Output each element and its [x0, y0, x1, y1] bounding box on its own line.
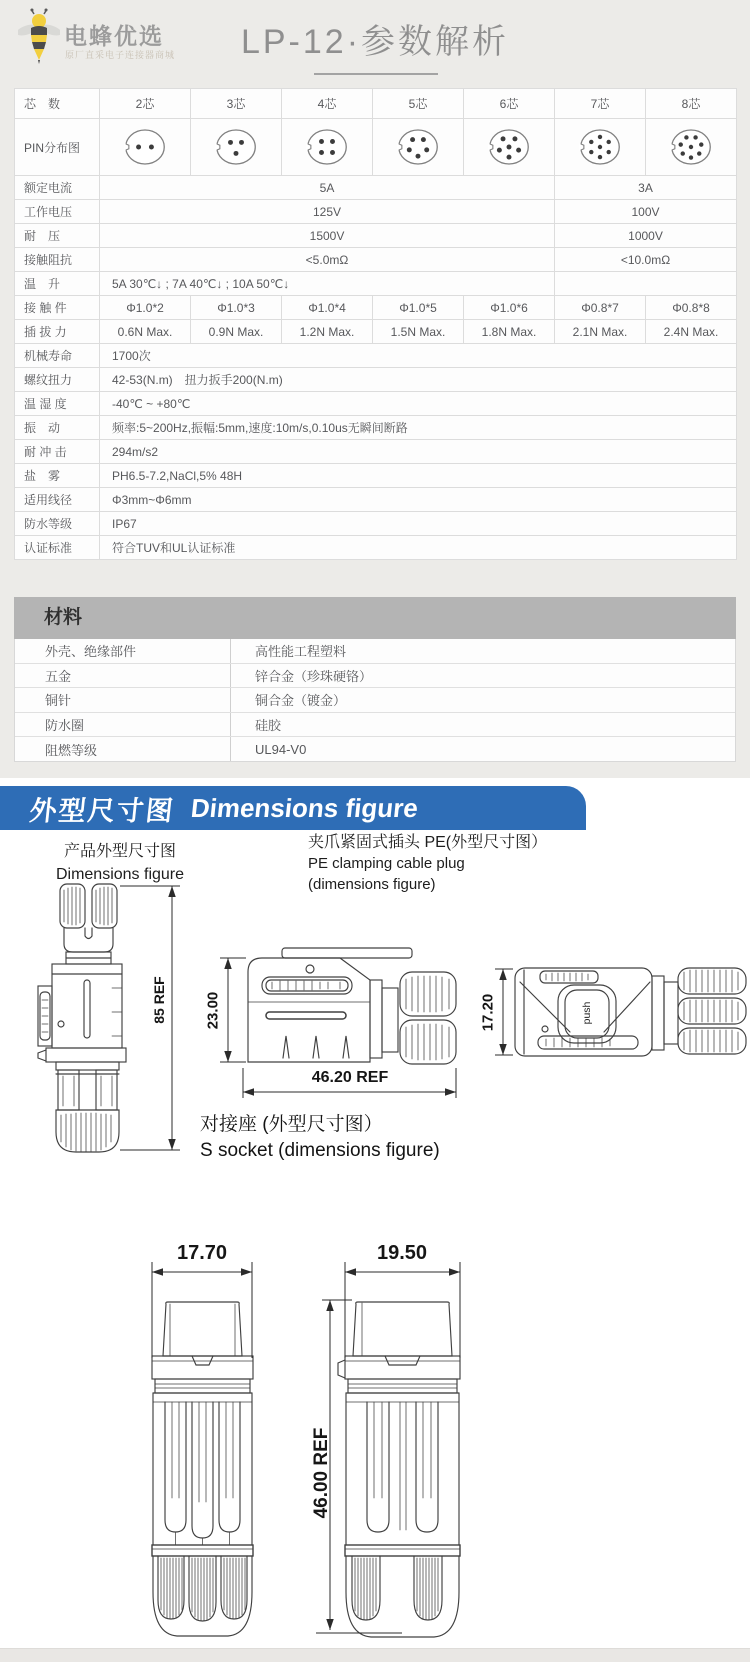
- spec-label: 接 触 件: [15, 296, 100, 320]
- spec-col-header: 3芯: [191, 89, 282, 119]
- spec-cell: [100, 119, 191, 176]
- spec-value: 2.1N Max.: [555, 320, 646, 344]
- spec-value: Φ3mm~Φ6mm: [100, 488, 737, 512]
- dim-85ref-lines: [120, 886, 180, 1150]
- spec-label: 防水等级: [15, 512, 100, 536]
- material-section: [14, 597, 736, 762]
- dim-4620-label: 46.20 REF: [311, 1069, 389, 1086]
- figure2-caption-en2: (dimensions figure): [308, 876, 436, 893]
- spec-col-header: 8芯: [646, 89, 737, 119]
- figure1-caption-cn: 产品外型尺寸图: [63, 843, 176, 860]
- spec-header-row: [15, 89, 737, 119]
- material-row: [15, 736, 735, 761]
- spec-value: 3A: [555, 176, 737, 200]
- dim-1950-label: 19.50: [376, 1242, 428, 1264]
- spec-label: 接触阻抗: [15, 248, 100, 272]
- spec-label: 温 升: [15, 272, 100, 296]
- spec-value: <10.0mΩ: [555, 248, 737, 272]
- footer-strip: [0, 1648, 750, 1662]
- material-label: 防水圈: [15, 713, 231, 737]
- material-row: [15, 639, 735, 663]
- spec-value: 42-53(N.m) 扭力扳手200(N.m): [100, 368, 737, 392]
- spec-row: [15, 392, 737, 416]
- spec-label: 适用线径: [15, 488, 100, 512]
- title-underline: [314, 73, 438, 75]
- spec-row: [15, 176, 737, 200]
- pin-diagram: [214, 127, 258, 167]
- material-row: [15, 663, 735, 688]
- spec-cell: [282, 119, 373, 176]
- spec-value: Φ0.8*8: [646, 296, 737, 320]
- spec-value: 1700次: [100, 344, 737, 368]
- spec-row: [15, 416, 737, 440]
- socket-front-drawing: [152, 1302, 253, 1636]
- spec-value: 1000V: [555, 224, 737, 248]
- material-value: 硅胶: [255, 718, 282, 734]
- pin-diagram: [123, 127, 167, 167]
- spec-value: <5.0mΩ: [100, 248, 555, 272]
- material-table: [14, 639, 736, 762]
- pin-diagram: [487, 127, 531, 167]
- spec-value: 125V: [100, 200, 555, 224]
- spec-label: 机械寿命: [15, 344, 100, 368]
- dim-2300-label: 23.00: [204, 991, 222, 1030]
- spec-col-header: 5芯: [373, 89, 464, 119]
- spec-label: 螺纹扭力: [15, 368, 100, 392]
- material-value: 高性能工程塑料: [255, 644, 347, 660]
- material-value: UL94-V0: [255, 741, 307, 757]
- spec-row: [15, 536, 737, 560]
- spec-row: [15, 488, 737, 512]
- pin-diagram: [305, 127, 349, 167]
- pin-layout-row: [15, 119, 737, 176]
- spec-row: [15, 272, 737, 296]
- spec-label: 芯 数: [15, 89, 100, 119]
- dim-85ref-label: 85 REF: [151, 976, 167, 1024]
- spec-label: 工作电压: [15, 200, 100, 224]
- spec-value: IP67: [100, 512, 737, 536]
- figure2-caption-en1: PE clamping cable plug: [308, 855, 465, 872]
- page-title: LP-12·参数解析: [240, 23, 510, 61]
- spec-row: [15, 440, 737, 464]
- push-button-label: push: [581, 1001, 593, 1025]
- spec-value: 2.4N Max.: [646, 320, 737, 344]
- pe-plug-drawing: [248, 948, 456, 1064]
- pin-diagram: [578, 127, 622, 167]
- spec-value: 0.6N Max.: [100, 320, 191, 344]
- spec-value: 1.2N Max.: [282, 320, 373, 344]
- spec-value: Φ1.0*4: [282, 296, 373, 320]
- spec-value: 1500V: [100, 224, 555, 248]
- pin-diagram: [669, 127, 713, 167]
- material-value: 锌合金（珍珠硬铬）: [255, 668, 373, 684]
- spec-value: 1.5N Max.: [373, 320, 464, 344]
- spec-label: 耐 压: [15, 224, 100, 248]
- material-section-title: 材料: [14, 597, 736, 639]
- banner-title-en: Dimensions figure: [189, 792, 420, 823]
- spec-value: Φ1.0*5: [373, 296, 464, 320]
- spec-value: Φ0.8*7: [555, 296, 646, 320]
- spec-col-header: 4芯: [282, 89, 373, 119]
- dim-1770-label: 17.70: [176, 1242, 228, 1264]
- spec-row: [15, 224, 737, 248]
- spec-value: 符合TUV和UL认证标准: [100, 536, 737, 560]
- material-label: 外壳、绝缘部件: [15, 639, 231, 663]
- spec-label: 额定电流: [15, 176, 100, 200]
- dim-4600ref-label: 46.00 REF: [311, 1427, 332, 1519]
- spec-label: 耐 冲 击: [15, 440, 100, 464]
- spec-cell: [646, 119, 737, 176]
- figure1-caption: [40, 840, 200, 886]
- spec-label: PIN分布图: [15, 119, 100, 176]
- spec-row: [15, 296, 737, 320]
- socket-side-drawing: [338, 1302, 460, 1637]
- socket-caption-cn: 对接座 (外型尺寸图）: [200, 1114, 383, 1135]
- figure2-caption-cn: 夹爪紧固式插头 PE(外型尺寸图）: [308, 834, 548, 851]
- spec-row: [15, 512, 737, 536]
- dimensions-banner: [0, 786, 586, 830]
- spec-value: Φ1.0*3: [191, 296, 282, 320]
- spec-cell: [555, 119, 646, 176]
- spec-col-header: 6芯: [464, 89, 555, 119]
- spec-label: 插 拔 力: [15, 320, 100, 344]
- spec-table: [14, 88, 737, 560]
- spec-value: Φ1.0*6: [464, 296, 555, 320]
- banner-title-cn: 外型尺寸图: [28, 795, 177, 826]
- spec-row: [15, 200, 737, 224]
- material-row: [15, 712, 735, 737]
- socket-caption-en: S socket (dimensions figure): [200, 1140, 440, 1161]
- spec-row: [15, 368, 737, 392]
- dim-1720-label: 17.20: [479, 993, 497, 1032]
- socket-caption: [200, 1112, 440, 1164]
- material-value: 铜合金（镀金）: [255, 693, 347, 709]
- spec-row: [15, 248, 737, 272]
- spec-col-header: 7芯: [555, 89, 646, 119]
- spec-label: 认证标准: [15, 536, 100, 560]
- material-label: 铜针: [15, 688, 231, 712]
- spec-value: Φ1.0*2: [100, 296, 191, 320]
- spec-cell: [191, 119, 282, 176]
- pin-diagram: [396, 127, 440, 167]
- figure1-caption-en: Dimensions figure: [55, 866, 185, 883]
- dimensions-drawings: [0, 830, 750, 1648]
- spec-row: [15, 320, 737, 344]
- spec-value: 294m/s2: [100, 440, 737, 464]
- spec-label: 振 动: [15, 416, 100, 440]
- spec-label: 温 湿 度: [15, 392, 100, 416]
- plug-rear-drawing: [515, 968, 746, 1056]
- spec-value: 100V: [555, 200, 737, 224]
- spec-cell: [373, 119, 464, 176]
- spec-value: -40℃ ~ +80℃: [100, 392, 737, 416]
- spec-row: [15, 464, 737, 488]
- spec-value: 频率:5~200Hz,振幅:5mm,速度:10m/s,0.10us无瞬间断路: [100, 416, 737, 440]
- material-row: [15, 687, 735, 712]
- material-label: 五金: [15, 664, 231, 688]
- spec-value: 1.8N Max.: [464, 320, 555, 344]
- spec-col-header: 2芯: [100, 89, 191, 119]
- spec-value: 0.9N Max.: [191, 320, 282, 344]
- brand-tagline: 原厂直采电子连接器商城: [65, 50, 176, 60]
- material-label: 阻燃等级: [15, 737, 231, 761]
- brand-name: 电蜂优选: [64, 23, 164, 49]
- spec-label: 盐 雾: [15, 464, 100, 488]
- spec-row: [15, 344, 737, 368]
- spec-value: 5A: [100, 176, 555, 200]
- vertical-plug-drawing: [38, 884, 126, 1152]
- spec-value: PH6.5-7.2,NaCl,5% 48H: [100, 464, 737, 488]
- figure2-caption: [308, 832, 547, 895]
- dim-1720-lines: [495, 969, 513, 1055]
- spec-value: 5A 30℃↓ ; 7A 40℃↓ ; 10A 50℃↓: [100, 272, 555, 296]
- spec-cell: [464, 119, 555, 176]
- spec-cell: [555, 272, 737, 296]
